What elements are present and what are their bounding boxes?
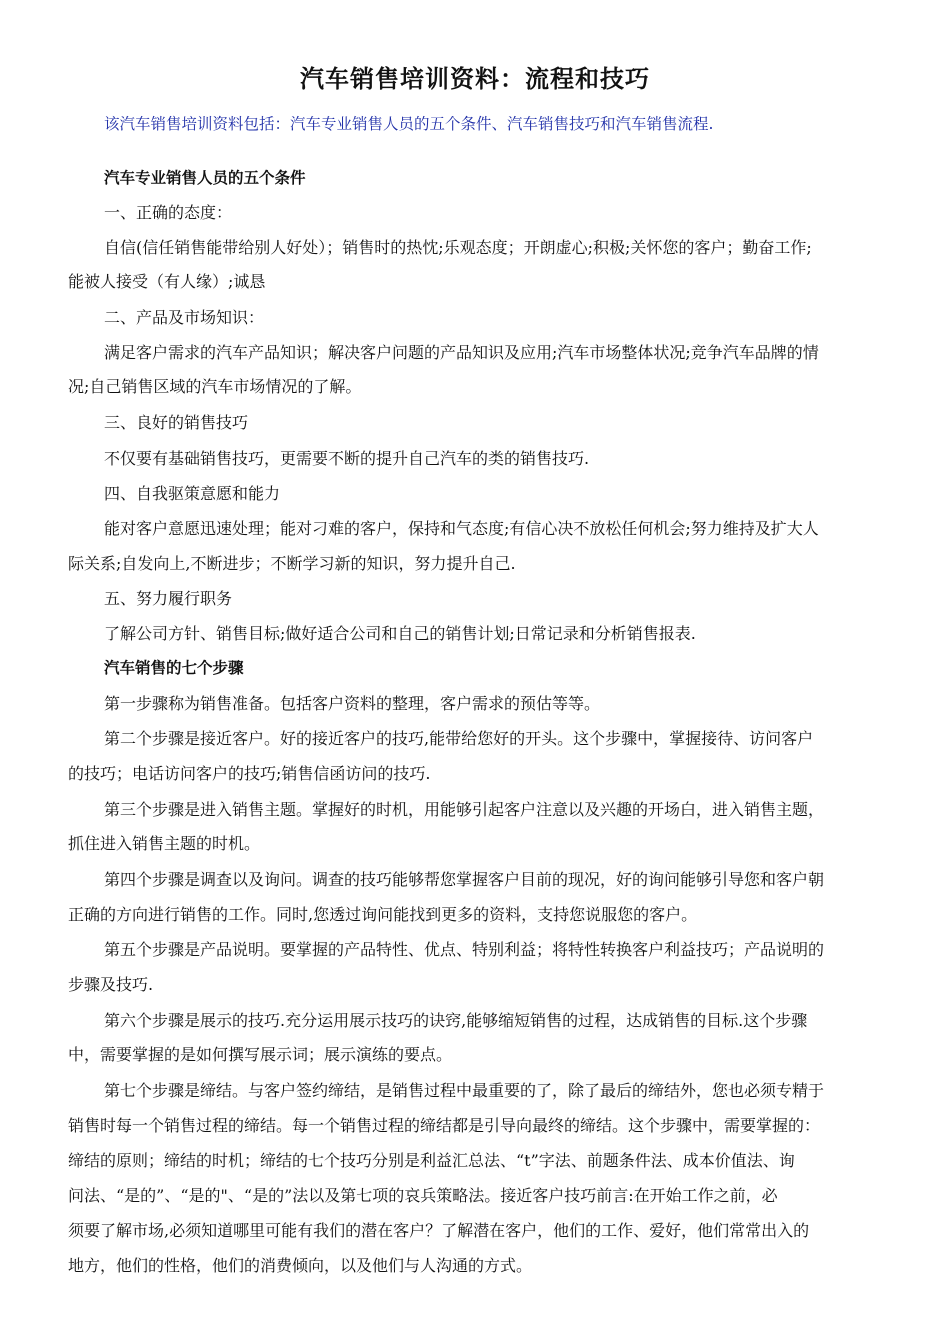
- paragraph-line: 况;自己销售区域的汽车市场情况的了解。: [68, 377, 362, 396]
- condition-label: 五、努力履行职务: [104, 589, 233, 608]
- paragraph-line: 满足客户需求的汽车产品知识；解决客户问题的产品知识及应用;汽车市场整体状况;竞争汽车品牌的情: [104, 343, 819, 362]
- section1-heading: 汽车专业销售人员的五个条件: [104, 169, 306, 187]
- step-line: 第五个步骤是产品说明。要掌握的产品特性、优点、特别利益；将特性转换客户利益技巧；产品说明的: [104, 940, 825, 959]
- step-line: 问法、“是的”、“是的"、“是的”法以及第七项的哀兵策略法。接近客户技巧前言:在开始工作之前，必: [68, 1186, 778, 1205]
- paragraph-line: 能对客户意愿迅速处理；能对刁难的客户，保持和气态度;有信心决不放松任何机会;努力维持及扩大人: [104, 519, 819, 538]
- step-line: 第一步骤称为销售准备。包括客户资料的整理，客户需求的预估等等。: [104, 694, 601, 713]
- step-line: 步骤及技巧.: [68, 975, 154, 994]
- step-line: 第三个步骤是进入销售主题。掌握好的时机，用能够引起客户注意以及兴趣的开场白，进入销售主题，: [104, 800, 825, 819]
- condition-label: 二、产品及市场知识：: [104, 308, 265, 327]
- step-line: 正确的方向进行销售的工作。同时,您透过询问能找到更多的资料，支持您说服您的客户。: [68, 905, 698, 924]
- step-line: 地方，他们的性格，他们的消费倾向，以及他们与人沟通的方式。: [68, 1256, 533, 1275]
- condition-label: 四、自我驱策意愿和能力: [104, 484, 281, 503]
- condition-label: 三、良好的销售技巧: [104, 413, 249, 432]
- document-title: 汽车销售培训资料：流程和技巧: [300, 65, 650, 93]
- paragraph-line: 了解公司方针、销售目标;做好适合公司和自己的销售计划;日常记录和分析销售报表.: [104, 624, 696, 643]
- paragraph-line: 际关系;自发向上,不断进步；不断学习新的知识，努力提升自己.: [68, 554, 516, 573]
- step-line: 第四个步骤是调查以及询问。调查的技巧能够帮您掌握客户目前的现况，好的询问能够引导您和客户朝: [104, 870, 825, 889]
- step-line: 第二个步骤是接近客户。好的接近客户的技巧,能带给您好的开头。这个步骤中，掌握接待、访问客户: [104, 729, 814, 748]
- step-line: 缔结的原则；缔结的时机；缔结的七个技巧分别是利益汇总法、“t”字法、前题条件法、成本价值法、询: [68, 1151, 795, 1170]
- step-line: 中，需要掌握的是如何撰写展示词；展示演练的要点。: [68, 1045, 453, 1064]
- intro-text: 该汽车销售培训资料包括：汽车专业销售人员的五个条件、汽车销售技巧和汽车销售流程.: [104, 115, 714, 133]
- section2-heading: 汽车销售的七个步骤: [104, 659, 244, 677]
- paragraph-line: 能被人接受（有人缘）;诚恳: [68, 272, 266, 291]
- condition-label: 一、正确的态度：: [104, 203, 233, 222]
- paragraph-line: 不仅要有基础销售技巧，更需要不断的提升自己汽车的类的销售技巧.: [104, 449, 590, 468]
- step-line: 须要了解市场,必须知道哪里可能有我们的潜在客户？了解潜在客户，他们的工作、爱好，他们常常出入的: [68, 1221, 810, 1240]
- step-line: 销售时每一个销售过程的缔结。每一个销售过程的缔结都是引导向最终的缔结。这个步骤中，需要掌握的：: [68, 1116, 821, 1135]
- step-line: 第六个步骤是展示的技巧.充分运用展示技巧的诀窍,能够缩短销售的过程，达成销售的目标.这个步骤: [104, 1011, 808, 1030]
- step-line: 的技巧；电话访问客户的技巧;销售信函访问的技巧.: [68, 764, 431, 783]
- paragraph-line: 自信(信任销售能带给别人好处）；销售时的热忱;乐观态度；开朗虚心;积极;关怀您的客户；勤奋工作;: [104, 238, 812, 257]
- step-line: 抓住进入销售主题的时机。: [68, 834, 261, 853]
- step-line: 第七个步骤是缔结。与客户签约缔结，是销售过程中最重要的了，除了最后的缔结外，您也必须专精于: [104, 1081, 825, 1100]
